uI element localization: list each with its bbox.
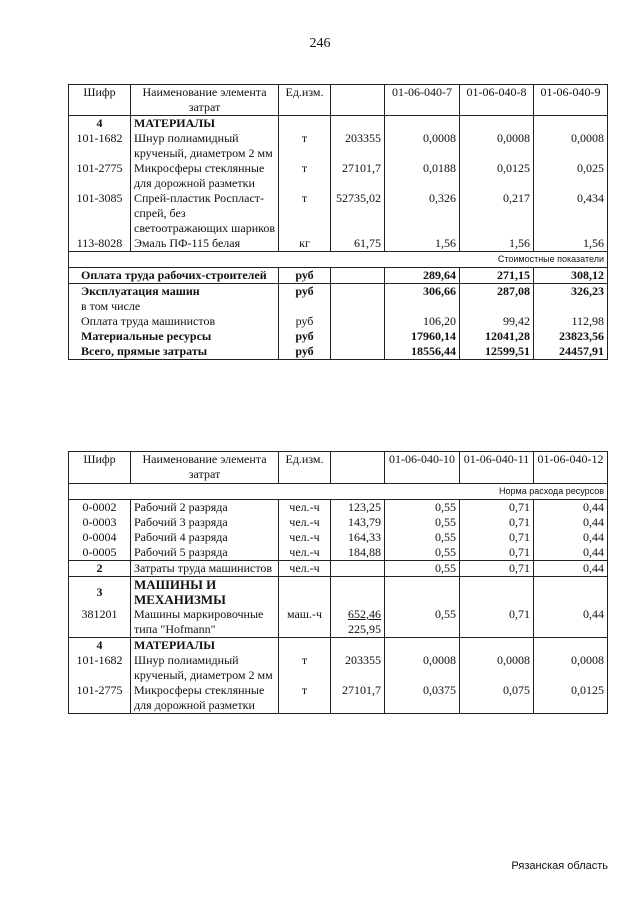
row-code: 101-3085	[69, 191, 131, 236]
row-name: Шнур полиамидный крученый, диаметром 2 мм	[131, 131, 279, 161]
table-row	[69, 607, 608, 638]
table-header-row	[69, 85, 608, 116]
row-unit: т	[279, 653, 331, 683]
header-code: Шифр	[69, 452, 131, 484]
cost-row	[69, 329, 608, 344]
price-bottom: 225,95	[348, 622, 381, 636]
cost-value-3: 326,23	[534, 284, 608, 300]
header-unit: Ед.изм.	[279, 85, 331, 116]
section-row	[69, 638, 608, 654]
note-row	[69, 484, 608, 500]
row-value-3: 0,434	[534, 191, 608, 236]
table-row	[69, 515, 608, 530]
row-value-1: 0,55	[385, 561, 460, 577]
cost-note: Стоимостные показатели	[69, 252, 608, 268]
header-col-1: 01-06-040-7	[385, 85, 460, 116]
cost-value-3: 23823,56	[534, 329, 608, 344]
row-price: 27101,7	[331, 161, 385, 191]
row-code: 101-1682	[69, 131, 131, 161]
row-value-1: 0,55	[385, 530, 460, 545]
row-name: Затраты труда машинистов	[131, 561, 279, 577]
cost-value-2: 287,08	[460, 284, 534, 300]
row-value-3: 0,44	[534, 607, 608, 638]
cost-name: в том числе	[69, 299, 279, 314]
row-value-1: 1,56	[385, 236, 460, 252]
section-code: 3	[69, 577, 131, 608]
cost-unit: руб	[279, 284, 331, 300]
cost-name: Эксплуатация машин	[69, 284, 279, 300]
cost-row	[69, 284, 608, 300]
row-code: 381201	[69, 607, 131, 638]
row-value-2: 0,0008	[460, 653, 534, 683]
row-unit: т	[279, 191, 331, 236]
header-unit: Ед.изм.	[279, 452, 331, 484]
table-row	[69, 191, 608, 236]
header-name: Наименование элемента затрат	[131, 85, 279, 116]
row-price: 203355	[331, 131, 385, 161]
header-name: Наименование элемента затрат	[131, 452, 279, 484]
cost-name: Всего, прямые затраты	[69, 344, 279, 360]
header-col-1: 01-06-040-10	[385, 452, 460, 484]
cost-value-3: 308,12	[534, 268, 608, 284]
price-top: 652,46	[348, 607, 381, 621]
row-code: 113-8028	[69, 236, 131, 252]
section-name: МАТЕРИАЛЫ	[131, 638, 279, 654]
note-row	[69, 252, 608, 268]
section-row	[69, 116, 608, 132]
row-value-3: 0,0008	[534, 131, 608, 161]
row-name: Рабочий 2 разряда	[131, 500, 279, 516]
cost-value-2: 12599,51	[460, 344, 534, 360]
cost-value-2: 99,42	[460, 314, 534, 329]
row-value-2: 0,71	[460, 515, 534, 530]
row-value-1: 0,55	[385, 515, 460, 530]
row-value-1: 0,326	[385, 191, 460, 236]
cost-row	[69, 314, 608, 329]
cost-unit: руб	[279, 268, 331, 284]
section-name: МАШИНЫ И МЕХАНИЗМЫ	[131, 577, 279, 608]
row-code: 0-0003	[69, 515, 131, 530]
row-name: Рабочий 4 разряда	[131, 530, 279, 545]
row-value-2: 0,0008	[460, 131, 534, 161]
row-price: 61,75	[331, 236, 385, 252]
row-value-3: 0,44	[534, 500, 608, 516]
row-value-1: 0,0008	[385, 131, 460, 161]
cost-name: Оплата труда рабочих-строителей	[69, 268, 279, 284]
table-row	[69, 500, 608, 516]
row-name: Микросферы стеклянные для дорожной разметки	[131, 683, 279, 714]
estimate-table-1	[68, 84, 608, 360]
row-value-3: 0,44	[534, 515, 608, 530]
table-row	[69, 131, 608, 161]
row-price: 164,33	[331, 530, 385, 545]
row-value-2: 0,075	[460, 683, 534, 714]
row-price: 52735,02	[331, 191, 385, 236]
row-name: Микросферы стеклянные для дорожной разметки	[131, 161, 279, 191]
row-value-1: 0,55	[385, 545, 460, 561]
cost-value-1: 306,66	[385, 284, 460, 300]
row-code: 0-0004	[69, 530, 131, 545]
row-value-2: 1,56	[460, 236, 534, 252]
row-unit: маш.-ч	[279, 607, 331, 638]
table-row	[69, 653, 608, 683]
cost-row	[69, 299, 608, 314]
cost-unit: руб	[279, 329, 331, 344]
cost-name: Материальные ресурсы	[69, 329, 279, 344]
section-name: МАТЕРИАЛЫ	[131, 116, 279, 132]
row-unit: т	[279, 131, 331, 161]
row-name: Рабочий 3 разряда	[131, 515, 279, 530]
table-row	[69, 683, 608, 714]
row-price: 123,25	[331, 500, 385, 516]
labor-row	[69, 561, 608, 577]
row-value-2: 0,71	[460, 500, 534, 516]
cost-row	[69, 344, 608, 360]
cost-value-1: 18556,44	[385, 344, 460, 360]
row-value-2: 0,71	[460, 561, 534, 577]
row-unit: чел.-ч	[279, 530, 331, 545]
row-value-1: 0,55	[385, 500, 460, 516]
row-code: 101-1682	[69, 653, 131, 683]
row-code: 0-0002	[69, 500, 131, 516]
row-unit: т	[279, 161, 331, 191]
row-value-3: 0,0125	[534, 683, 608, 714]
table-row	[69, 236, 608, 252]
cost-value-3: 112,98	[534, 314, 608, 329]
cost-unit: руб	[279, 314, 331, 329]
section-code: 4	[69, 638, 131, 654]
row-name: Эмаль ПФ-115 белая	[131, 236, 279, 252]
row-code: 0-0005	[69, 545, 131, 561]
row-unit: чел.-ч	[279, 561, 331, 577]
row-price: 143,79	[331, 515, 385, 530]
table-row	[69, 545, 608, 561]
row-value-3: 0,0008	[534, 653, 608, 683]
page-number: 246	[309, 36, 331, 51]
section-code: 4	[69, 116, 131, 132]
row-value-1: 0,0008	[385, 653, 460, 683]
row-name: Машины маркировочные типа "Hofmann"	[131, 607, 279, 638]
footer-region: Рязанская область	[511, 860, 608, 872]
row-unit: т	[279, 683, 331, 714]
header-col-2: 01-06-040-11	[460, 452, 534, 484]
cost-value-1: 17960,14	[385, 329, 460, 344]
row-name: Спрей-пластик Роспласт-спрей, без светоотражающих шариков	[131, 191, 279, 236]
row-code: 2	[69, 561, 131, 577]
row-value-3: 0,44	[534, 545, 608, 561]
header-col-2: 01-06-040-8	[460, 85, 534, 116]
row-name: Рабочий 5 разряда	[131, 545, 279, 561]
row-value-1: 0,0188	[385, 161, 460, 191]
row-price	[331, 607, 385, 638]
row-value-2: 0,0125	[460, 161, 534, 191]
header-col-3: 01-06-040-9	[534, 85, 608, 116]
row-value-2: 0,217	[460, 191, 534, 236]
row-value-3: 0,44	[534, 530, 608, 545]
row-value-1: 0,0375	[385, 683, 460, 714]
row-price: 203355	[331, 653, 385, 683]
row-value-3: 0,025	[534, 161, 608, 191]
row-value-3: 1,56	[534, 236, 608, 252]
row-unit: чел.-ч	[279, 545, 331, 561]
row-value-2: 0,71	[460, 607, 534, 638]
row-code: 101-2775	[69, 161, 131, 191]
cost-name: Оплата труда машинистов	[69, 314, 279, 329]
row-price: 184,88	[331, 545, 385, 561]
table-row	[69, 161, 608, 191]
header-price	[331, 85, 385, 116]
cost-unit: руб	[279, 344, 331, 360]
row-unit: чел.-ч	[279, 515, 331, 530]
resource-note: Норма расхода ресурсов	[69, 484, 608, 500]
row-value-2: 0,71	[460, 545, 534, 561]
cost-value-2: 271,15	[460, 268, 534, 284]
estimate-table-2	[68, 451, 608, 714]
row-value-2: 0,71	[460, 530, 534, 545]
cost-value-2: 12041,28	[460, 329, 534, 344]
row-name: Шнур полиамидный крученый, диаметром 2 мм	[131, 653, 279, 683]
table-header-row	[69, 452, 608, 484]
table-row	[69, 530, 608, 545]
cost-row	[69, 268, 608, 284]
row-value-1: 0,55	[385, 607, 460, 638]
cost-value-3: 24457,91	[534, 344, 608, 360]
section-row	[69, 577, 608, 608]
cost-value-1: 289,64	[385, 268, 460, 284]
header-price	[331, 452, 385, 484]
row-unit: чел.-ч	[279, 500, 331, 516]
cost-value-1: 106,20	[385, 314, 460, 329]
row-price: 27101,7	[331, 683, 385, 714]
row-code: 101-2775	[69, 683, 131, 714]
row-value-3: 0,44	[534, 561, 608, 577]
header-code: Шифр	[69, 85, 131, 116]
row-unit: кг	[279, 236, 331, 252]
header-col-3: 01-06-040-12	[534, 452, 608, 484]
